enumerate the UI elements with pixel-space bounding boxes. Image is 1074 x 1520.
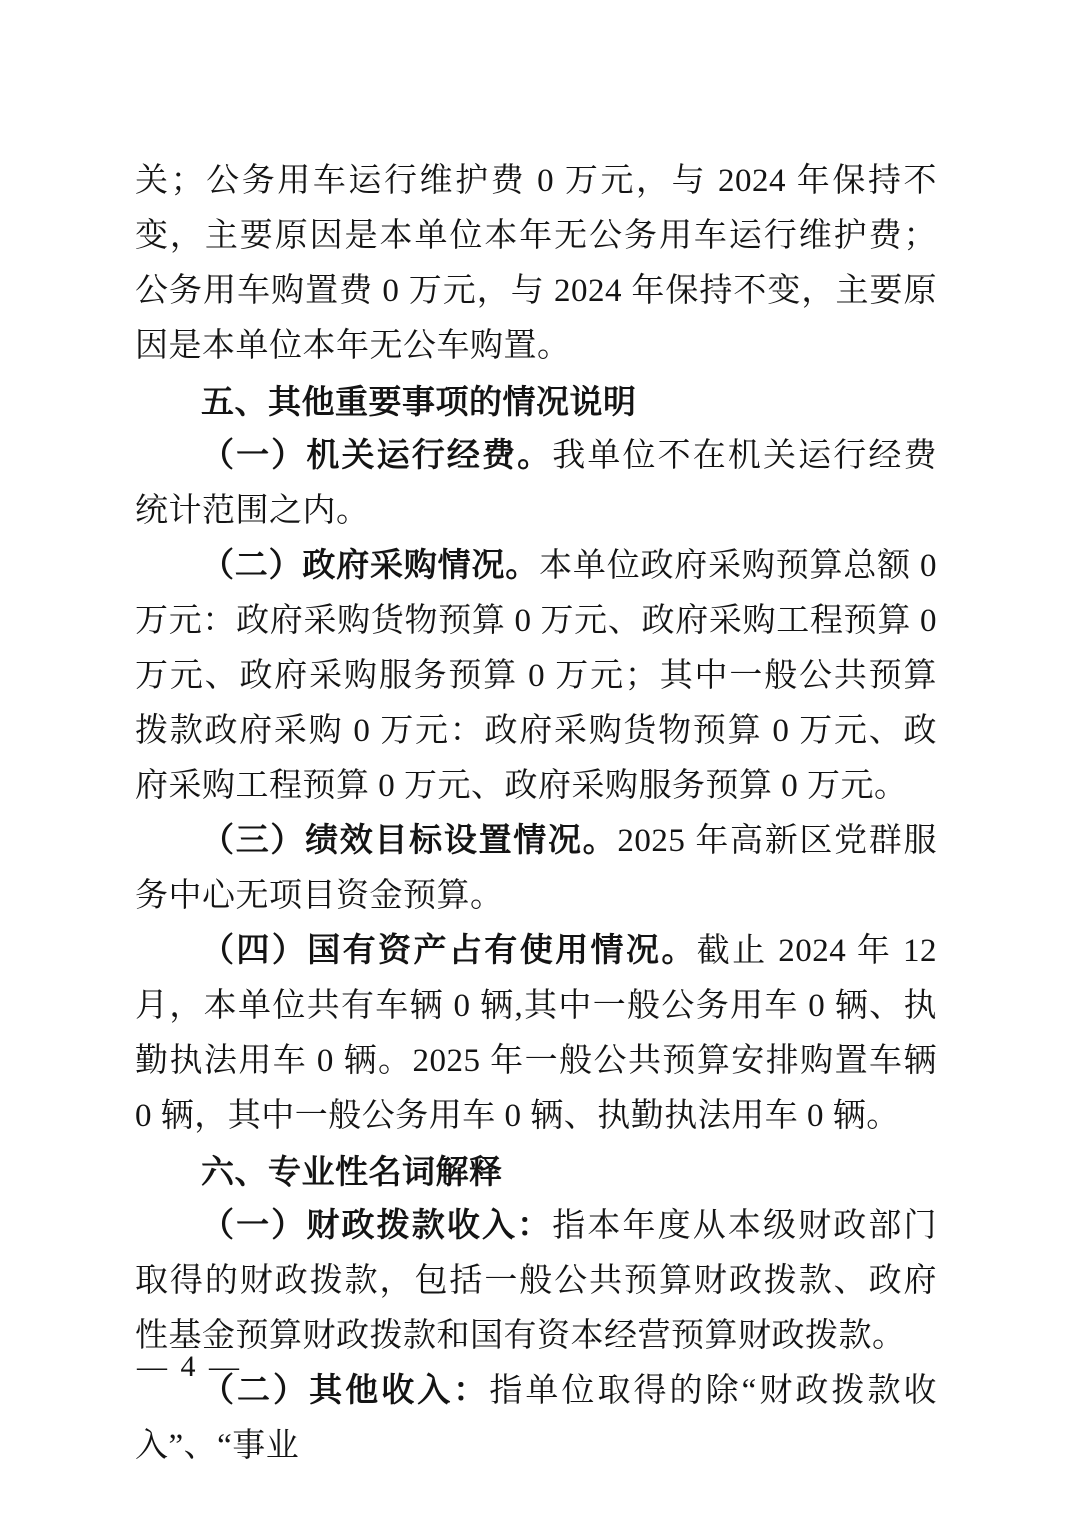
section5-paragraph-4-text: 截止 2024 年 12 月，本单位共有车辆 0 辆,其中一般公务用车 0 辆、执勤执法用车 0 辆。2025 年一般公共预算安排购置车辆 0 辆，其中一般公务用车 0 辆、执勤执法用车 0 辆。 bbox=[135, 933, 938, 1134]
section6-paragraph-1-label: （一）财政拨款收入： bbox=[201, 1208, 553, 1244]
page-number: — 4 — bbox=[137, 1350, 242, 1383]
section5-paragraph-1-text: 我单位不在机关运行经费统计范围之内。 bbox=[135, 438, 937, 529]
section5-paragraph-2 bbox=[135, 539, 937, 814]
section5-paragraph-2-text: 本单位政府采购预算总额 0 万元：政府采购货物预算 0 万元、政府采购工程预算 0 万元、政府采购服务预算 0 万元；其中一般公共预算拨款政府采购 0 万元：政府采购货物预算 0 万元、政府采购工程预算 0 万元、政府采购服务预算 0 万元。 bbox=[135, 548, 938, 804]
paragraph-continuation: 关；公务用车运行维护费 0 万元，与 2024 年保持不变，主要原因是本单位本年无公务用车运行维护费；公务用车购置费 0 万元，与 2024 年保持不变，主要原因是本单位本年无公车购置。 bbox=[135, 163, 937, 364]
section6-paragraph-1-text: 指本年度从本级财政部门取得的财政拨款，包括一般公共预算财政拨款、政府性基金预算财政拨款和国有资本经营预算财政拨款。 bbox=[135, 1208, 937, 1354]
section5-paragraph-4 bbox=[135, 924, 937, 1144]
section5-heading: 五、其他重要事项的情况说明 bbox=[201, 383, 637, 420]
section5-paragraph-2-label: （二）政府采购情况。 bbox=[201, 548, 540, 584]
section6-paragraph-2-label: （二）其他收入： bbox=[201, 1373, 490, 1409]
section5-paragraph-3 bbox=[135, 814, 937, 924]
section5-paragraph-3-label: （三）绩效目标设置情况。 bbox=[201, 823, 618, 859]
section6-paragraph-2-text: 指单位取得的除“财政拨款收入”、“事业 bbox=[135, 1373, 937, 1464]
section6-paragraph-2 bbox=[135, 1364, 937, 1474]
section5-paragraph-4-label: （四）国有资产占有使用情况。 bbox=[201, 933, 697, 969]
section5-paragraph-3-text: 2025 年高新区党群服务中心无项目资金预算。 bbox=[135, 823, 938, 914]
section6-paragraph-1 bbox=[135, 1199, 937, 1364]
section6-heading: 六、专业性名词解释 bbox=[201, 1153, 503, 1190]
section5-paragraph-1-label: （一）机关运行经费。 bbox=[201, 438, 553, 474]
section5-paragraph-1 bbox=[135, 429, 937, 539]
